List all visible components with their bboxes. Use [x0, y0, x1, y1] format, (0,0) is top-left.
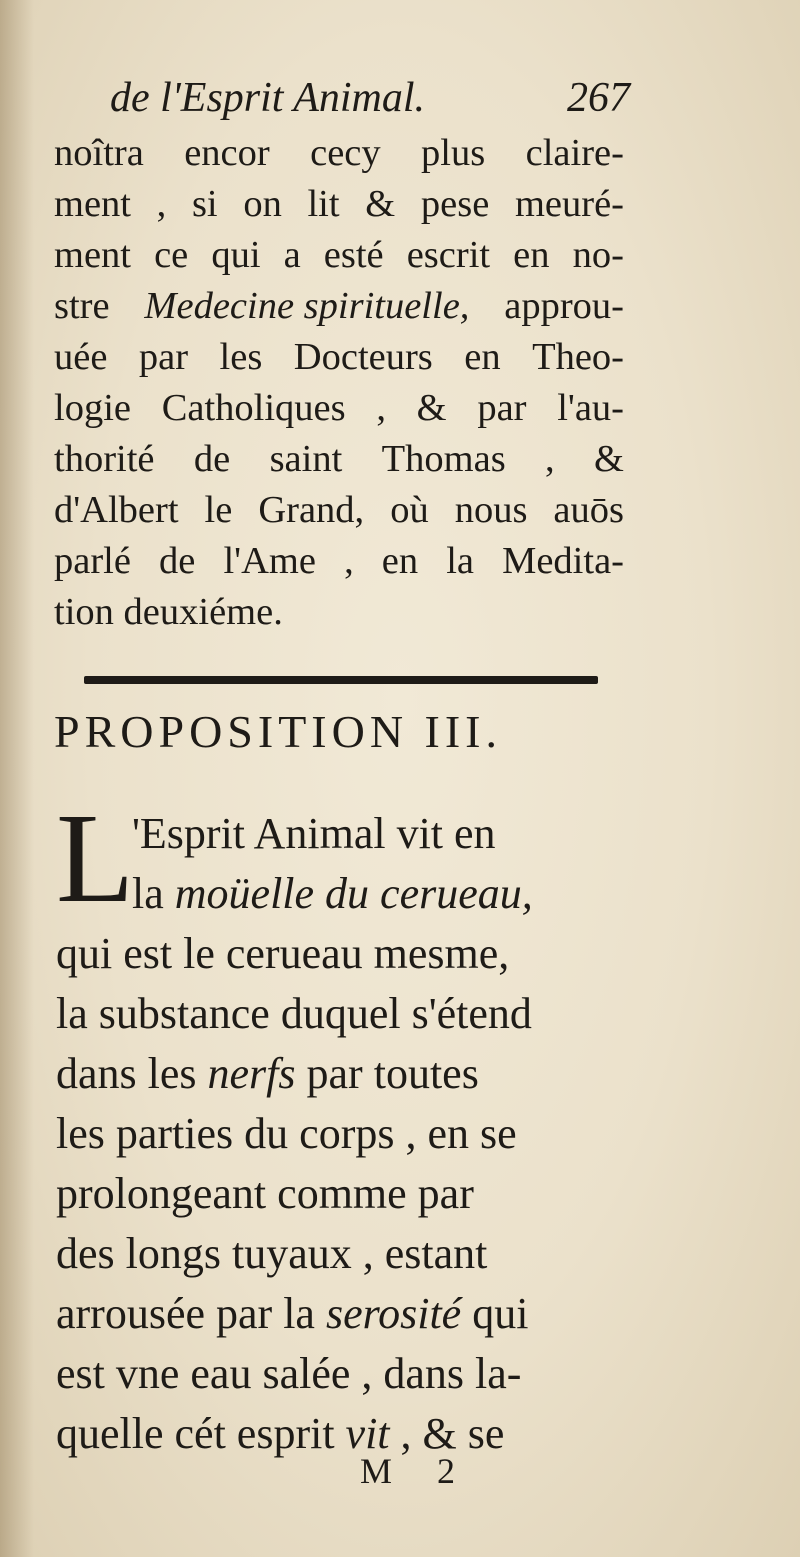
- word: Grand,: [258, 489, 365, 531]
- word: de: [193, 438, 231, 480]
- section-rule: [84, 676, 598, 684]
- word: noîtra: [54, 132, 144, 174]
- word: Thomas: [381, 438, 506, 480]
- word: ment: [54, 183, 131, 225]
- word: en: [513, 234, 550, 276]
- italic-term: nerfs: [207, 1049, 296, 1098]
- word: nous: [454, 489, 528, 531]
- word: a: [283, 234, 301, 276]
- word: par: [477, 387, 527, 429]
- text-line: [54, 230, 624, 281]
- word: deuxiéme.: [123, 591, 283, 633]
- word: &: [594, 438, 624, 480]
- word: ,: [156, 183, 167, 225]
- word: ce: [154, 234, 189, 276]
- word: claire-: [525, 132, 624, 174]
- text-line: [56, 1284, 622, 1344]
- word: Docteurs: [293, 336, 433, 378]
- word: auōs: [553, 489, 624, 531]
- drop-capital: L: [56, 787, 135, 929]
- italic-title: Medecine spirituelle,: [144, 285, 470, 327]
- word: ,: [545, 438, 555, 480]
- text-line: qui est le cerueau mesme,: [56, 929, 510, 978]
- word: esté: [323, 234, 384, 276]
- italic-term: vit: [345, 1409, 390, 1458]
- word: plus: [421, 132, 486, 174]
- text-line: des longs tuyaux , estant: [56, 1229, 488, 1278]
- word: &: [416, 387, 447, 429]
- text-line: est vne eau salée , dans la-: [56, 1349, 522, 1398]
- word: uée: [54, 336, 108, 378]
- word: parlé: [54, 540, 131, 582]
- word: par toutes: [306, 1049, 479, 1098]
- word: encor: [184, 132, 270, 174]
- text-line: 'Esprit Animal vit en: [132, 809, 496, 858]
- word: les: [219, 336, 263, 378]
- page-number: 267: [567, 75, 630, 121]
- word: , & se: [400, 1409, 505, 1458]
- word: qui: [472, 1289, 529, 1338]
- word: no-: [572, 234, 624, 276]
- text-line: [56, 1404, 622, 1464]
- text-line: [54, 332, 624, 383]
- text-line: [54, 536, 624, 587]
- word: si: [191, 183, 218, 225]
- word: Medita-: [502, 540, 624, 582]
- word: le: [204, 489, 233, 531]
- word: où: [390, 489, 429, 531]
- word: cecy: [310, 132, 381, 174]
- signature-mark: M 2: [360, 1451, 474, 1491]
- word: la: [446, 540, 475, 582]
- word: la: [132, 869, 164, 918]
- word: arrousée par la: [56, 1289, 315, 1338]
- word: on: [243, 183, 282, 225]
- text-line: [54, 281, 624, 332]
- text-line: [54, 128, 624, 179]
- paragraph-continued: [54, 128, 624, 638]
- text-line: prolongeant comme par: [56, 1169, 474, 1218]
- text-line: [56, 864, 622, 924]
- text-line: les parties du corps , en se: [56, 1109, 517, 1158]
- word: de: [159, 540, 196, 582]
- word: quelle cét esprit: [56, 1409, 335, 1458]
- word: meuré-: [514, 183, 624, 225]
- running-title: de l'Esprit Animal.: [110, 75, 426, 121]
- word: ,: [376, 387, 386, 429]
- word: d'Albert: [54, 489, 179, 531]
- word: Catholiques: [161, 387, 346, 429]
- word: en: [381, 540, 419, 582]
- word: en: [464, 336, 501, 378]
- text-line: [54, 434, 624, 485]
- text-line: la substance duquel s'étend: [56, 989, 532, 1038]
- word: approu-: [504, 285, 624, 327]
- word: saint: [269, 438, 343, 480]
- word: l'au-: [557, 387, 624, 429]
- word: par: [138, 336, 189, 378]
- word: lit: [307, 183, 340, 225]
- italic-term: moüelle du cerueau,: [174, 869, 533, 918]
- text-line: [54, 485, 624, 536]
- word: tion: [54, 591, 114, 633]
- word: stre: [54, 285, 110, 327]
- text-line-last: [54, 587, 624, 638]
- section-heading: PROPOSITION III.: [54, 706, 502, 757]
- word: ,: [344, 540, 354, 582]
- text-line: [56, 1044, 622, 1104]
- running-head: [110, 68, 630, 128]
- italic-term: serosité: [325, 1289, 462, 1338]
- proposition-paragraph: [56, 787, 622, 1464]
- word: &: [365, 183, 396, 225]
- word: Theo-: [532, 336, 624, 378]
- gutter-shadow: [0, 0, 34, 1557]
- text-line: [54, 179, 624, 230]
- word: thorité: [54, 438, 155, 480]
- word: pese: [420, 183, 490, 225]
- word: l'Ame: [223, 540, 316, 582]
- word: qui: [211, 234, 261, 276]
- text-line: [54, 383, 624, 434]
- word: escrit: [406, 234, 491, 276]
- word: logie: [54, 387, 131, 429]
- word: dans les: [56, 1049, 197, 1098]
- word: ment: [54, 234, 131, 276]
